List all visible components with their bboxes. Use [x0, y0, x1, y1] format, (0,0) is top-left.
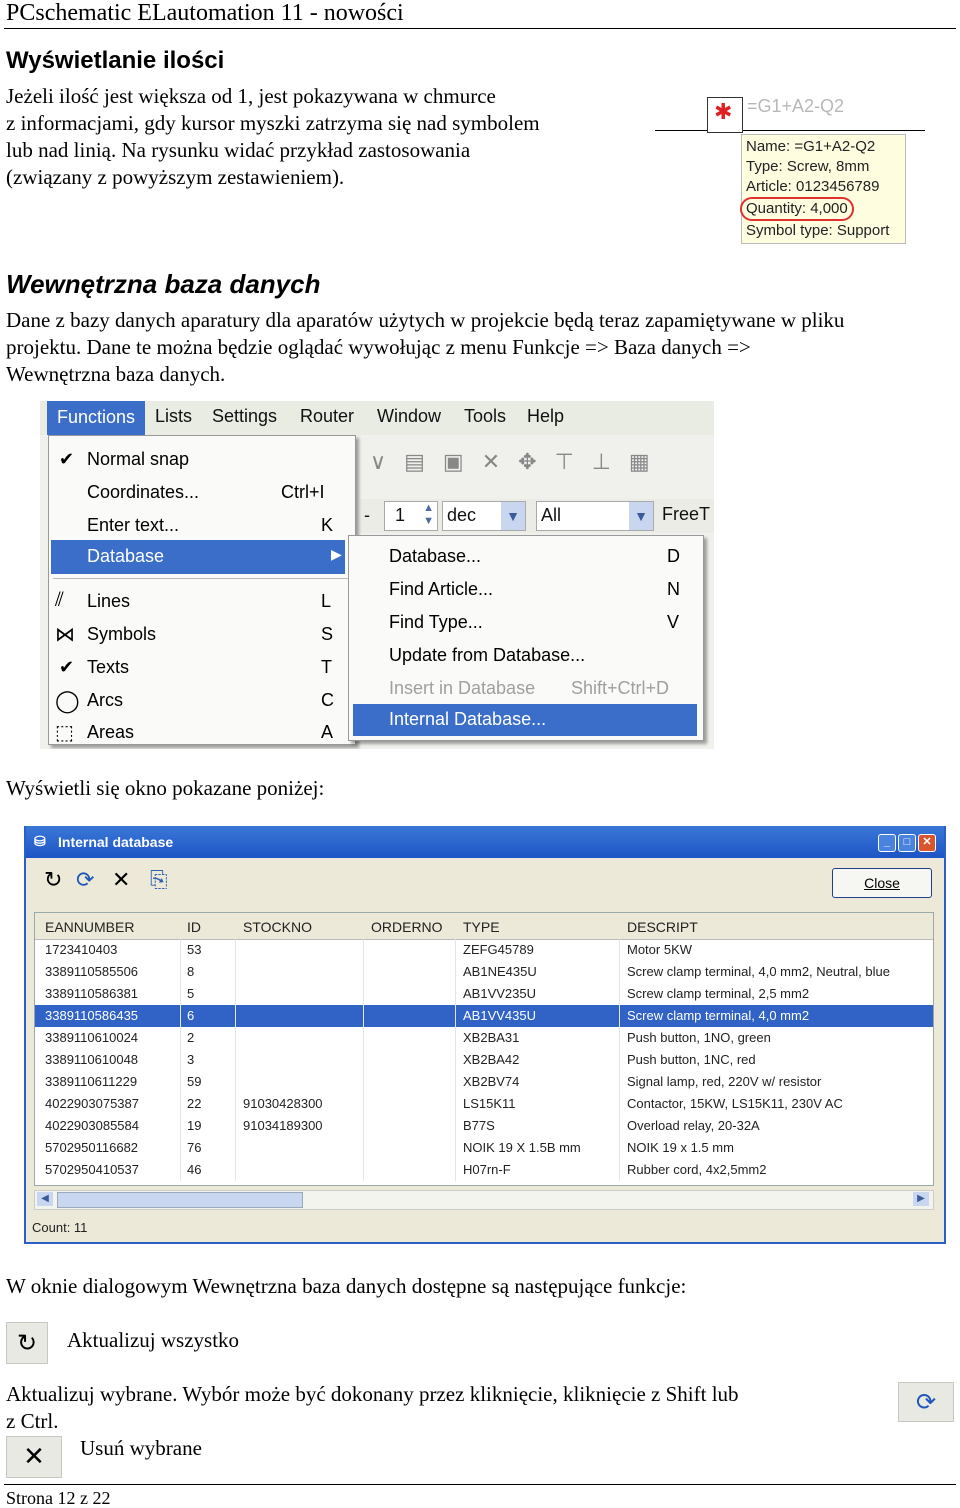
- text-line: projektu. Dane te można będzie oglądać wywołując z menu Funkcje => Baza danych =>: [6, 335, 751, 359]
- table-cell: 91030428300: [243, 1096, 323, 1111]
- status-count: Count: 11: [32, 1220, 88, 1235]
- heading-internal-database: Wewnętrzna baza danych: [6, 269, 321, 299]
- window-title: Internal database: [58, 834, 174, 850]
- submenu-item-label: Find Article...: [389, 579, 494, 599]
- menu-item-label: Enter text...: [87, 515, 180, 535]
- table-cell: 6: [187, 1008, 195, 1023]
- text-line: (związany z powyższym zestawieniem).: [6, 165, 345, 189]
- table-cell: 4022903085584: [45, 1118, 139, 1133]
- table-cell: Screw clamp terminal, 4,0 mm2, Neutral, blue: [627, 964, 890, 979]
- submenu-item-label: Database...: [389, 546, 482, 566]
- menu-item-symbols[interactable]: [49, 619, 355, 651]
- table-cell: Screw clamp terminal, 4,0 mm2: [627, 1008, 810, 1023]
- submenu-item-shortcut: Shift+Ctrl+D: [571, 678, 670, 698]
- align-up-icon[interactable]: ⊤: [554, 449, 592, 474]
- text-line: lub nad linią. Na rysunku widać przykład zastosowania: [6, 138, 471, 162]
- col-stockno[interactable]: STOCKNO: [243, 919, 312, 935]
- menu-item-shortcut: K: [321, 515, 334, 535]
- tooltip-name: Name: =G1+A2-Q2: [746, 138, 876, 155]
- text-line: Wewnętrzna baza danych.: [6, 362, 226, 386]
- table-cell: 19: [187, 1118, 202, 1133]
- table-cell: 53: [187, 942, 202, 957]
- table-cell: Screw clamp terminal, 2,5 mm2: [627, 986, 810, 1001]
- scroll-left-icon[interactable]: ◀: [37, 1192, 53, 1206]
- table-cell: AB1VV435U: [463, 1008, 536, 1023]
- menu-item-shortcut: C: [321, 690, 334, 710]
- internal-db-paragraph: [6, 307, 844, 388]
- refresh-selected-icon: ⟳: [898, 1382, 954, 1422]
- submenu-item-label: Insert in Database: [389, 678, 536, 698]
- menu-item-shortcut: L: [321, 591, 332, 611]
- table-cell: Contactor, 15KW, LS15K11, 230V AC: [627, 1096, 843, 1111]
- horizontal-scrollbar[interactable]: [34, 1190, 934, 1210]
- table-row[interactable]: [35, 983, 933, 1005]
- minus-label: -: [364, 505, 370, 525]
- menu-item-areas[interactable]: [49, 718, 355, 744]
- paste-icon[interactable]: ▣: [442, 449, 482, 474]
- menu-item-shortcut: Ctrl+I: [281, 482, 325, 502]
- tooltip-box: [741, 134, 906, 244]
- refresh-all-icon: ↻: [6, 1322, 48, 1364]
- submenu-arrow-icon: ▶: [331, 546, 342, 562]
- table-cell: 3: [187, 1052, 195, 1067]
- table-cell: Rubber cord, 4x2,5mm2: [627, 1162, 767, 1177]
- functions-intro-text: W oknie dialogowym Wewnętrzna baza danych dostępne są następujące funkcje:: [6, 1274, 687, 1298]
- close-icon[interactable]: ✕: [918, 834, 936, 852]
- menu-divider: [53, 578, 349, 579]
- table-cell: NOIK 19 X 1.5B mm: [463, 1140, 581, 1155]
- check-icon: ✔: [59, 449, 75, 469]
- menu-item-shortcut: T: [321, 657, 332, 677]
- table-cell: LS15K11: [463, 1096, 516, 1111]
- number-field[interactable]: [384, 501, 438, 531]
- text-line: z informacjami, gdy kursor myszki zatrzyma się nad symbolem: [6, 111, 540, 135]
- table-cell: AB1NE435U: [463, 964, 537, 979]
- submenu-item-label: Find Type...: [389, 612, 483, 632]
- submenu-item-update-from-database[interactable]: [349, 639, 703, 671]
- table-row[interactable]: [35, 1071, 933, 1093]
- quantity-paragraph: [6, 83, 540, 191]
- menu-lists[interactable]: Lists: [155, 406, 193, 426]
- submenu-item-shortcut: D: [667, 546, 680, 566]
- menu-item-lines[interactable]: [49, 586, 355, 618]
- menu-router[interactable]: Router: [300, 406, 355, 426]
- table-row[interactable]: [35, 1005, 933, 1027]
- quantity-tooltip-figure: [655, 90, 930, 248]
- lines-icon: ⫽: [55, 589, 64, 611]
- delete-icon[interactable]: ✕: [481, 449, 519, 474]
- text-line: Aktualizuj wybrane. Wybór może być dokonany przez kliknięcie, kliknięcie z Shift lub: [6, 1382, 739, 1406]
- col-eannumber[interactable]: EANNUMBER: [45, 919, 135, 935]
- table-cell: 3389110611229: [45, 1074, 138, 1089]
- table-row[interactable]: [35, 1049, 933, 1071]
- menu-item-label: Areas: [87, 722, 135, 742]
- table-cell: Overload relay, 20-32A: [627, 1118, 760, 1133]
- scroll-thumb[interactable]: [57, 1192, 303, 1208]
- column-divider: [180, 939, 181, 1181]
- close-button[interactable]: Close: [832, 868, 932, 898]
- number-value: 1: [395, 505, 406, 525]
- menu-settings[interactable]: Settings: [212, 406, 278, 426]
- menu-screenshot: [40, 401, 714, 749]
- menu-item-label: Coordinates...: [87, 482, 200, 502]
- column-divider: [455, 939, 456, 1181]
- table-cell: 5702950116682: [45, 1140, 139, 1155]
- table-row[interactable]: [35, 1115, 933, 1137]
- page-number: Strona 12 z 22: [6, 1488, 111, 1508]
- page-header: PCschematic ELautomation 11 - nowości: [6, 0, 404, 26]
- unit-select[interactable]: [442, 501, 526, 531]
- menu-functions[interactable]: Functions: [47, 401, 145, 435]
- tooltip-quantity: Quantity: 4,000: [740, 197, 854, 221]
- menubar: [40, 401, 714, 435]
- header-rule: [4, 28, 956, 29]
- table-cell: Motor 5KW: [627, 942, 693, 957]
- submenu-item-shortcut: V: [667, 612, 680, 632]
- align-down-icon[interactable]: ⊥: [591, 449, 629, 474]
- database-icon: ⛁: [34, 833, 46, 849]
- column-divider: [235, 939, 236, 1181]
- table-cell: 5: [187, 986, 195, 1001]
- chevron-down-icon[interactable]: ▼: [501, 502, 525, 530]
- heading-quantity-display: Wyświetlanie ilości: [6, 47, 225, 74]
- symbols-icon: ⋈: [55, 624, 75, 646]
- table-row[interactable]: [35, 1093, 933, 1115]
- data-icon[interactable]: ▦: [628, 449, 668, 474]
- tooltip-type: Type: Screw, 8mm: [746, 158, 870, 175]
- table-cell: 22: [187, 1096, 202, 1111]
- check-icon: ✔: [59, 657, 75, 677]
- menu-item-enter-text[interactable]: [49, 510, 355, 542]
- table-cell: 91034189300: [243, 1118, 323, 1133]
- tooltip-article: Article: 0123456789: [746, 178, 880, 195]
- submenu-item-shortcut: N: [667, 579, 680, 599]
- table-cell: 59: [187, 1074, 202, 1089]
- submenu-item-label: Update from Database...: [389, 645, 586, 665]
- menu-item-shortcut: S: [321, 624, 334, 644]
- symbol-box: [707, 97, 743, 133]
- table-cell: 4022903075387: [45, 1096, 139, 1111]
- database-submenu: [348, 535, 704, 741]
- menu-item-label: Lines: [87, 591, 131, 611]
- area-icon: ⬚: [55, 722, 74, 744]
- refresh-selected-text: [6, 1381, 739, 1435]
- line-wire: [655, 130, 925, 131]
- table-row[interactable]: [35, 1027, 933, 1049]
- footer-rule: [4, 1484, 956, 1485]
- table-cell: 46: [187, 1162, 202, 1177]
- maximize-icon[interactable]: □: [898, 834, 916, 852]
- window-intro-text: Wyświetli się okno pokazane poniżej:: [6, 776, 325, 800]
- submenu-item-find-type[interactable]: [349, 606, 703, 638]
- spinner-icon[interactable]: ▲ ▼: [423, 502, 434, 527]
- submenu-item-insert-in-database: [349, 672, 703, 704]
- table-cell: 3389110586435: [45, 1008, 139, 1023]
- menu-item-database[interactable]: [51, 540, 345, 574]
- table-cell: 8: [187, 964, 195, 979]
- column-divider: [619, 939, 620, 1181]
- cross-icon: ✱: [714, 100, 733, 125]
- table-cell: 3389110610024: [45, 1030, 139, 1045]
- table-row[interactable]: [35, 1137, 933, 1159]
- toolbar-row: [360, 499, 714, 533]
- symbol-label: =G1+A2-Q2: [747, 96, 845, 116]
- submenu-item-find-article[interactable]: [349, 573, 703, 605]
- refresh-selected-icon[interactable]: ⟳: [76, 868, 95, 893]
- col-type[interactable]: TYPE: [463, 919, 500, 935]
- table-row[interactable]: [35, 939, 933, 961]
- table-cell: XB2BA42: [463, 1052, 520, 1067]
- menu-item-label: Arcs: [87, 690, 123, 710]
- menu-tools[interactable]: Tools: [464, 406, 507, 426]
- text-line: z Ctrl.: [6, 1409, 59, 1433]
- delete-icon[interactable]: ✕: [112, 868, 131, 893]
- menu-item-texts[interactable]: [49, 652, 355, 684]
- menu-item-label: Normal snap: [87, 449, 190, 469]
- table-cell: 1723410403: [45, 942, 118, 957]
- table-cell: 3389110586381: [45, 986, 139, 1001]
- free-text-field[interactable]: FreeT: [662, 504, 711, 524]
- table-cell: AB1VV235U: [463, 986, 536, 1001]
- window-titlebar: [26, 826, 944, 858]
- table-cell: Push button, 1NO, green: [627, 1030, 771, 1045]
- col-id[interactable]: ID: [187, 919, 201, 935]
- menu-item-label: Texts: [87, 657, 130, 677]
- table-row[interactable]: [35, 961, 933, 983]
- table-cell: XB2BV74: [463, 1074, 520, 1089]
- database-table: [34, 912, 934, 1186]
- submenu-item-database[interactable]: [349, 540, 703, 572]
- table-cell: H07rn-F: [463, 1162, 511, 1177]
- filter-value: All: [541, 505, 562, 525]
- column-divider: [363, 939, 364, 1181]
- menu-help[interactable]: Help: [527, 406, 565, 426]
- internal-database-window: [24, 826, 946, 1244]
- table-cell: NOIK 19 x 1.5 mm: [627, 1140, 734, 1155]
- menu-item-arcs[interactable]: [49, 685, 355, 717]
- functions-dropdown: [48, 435, 356, 745]
- menu-window[interactable]: Window: [377, 406, 442, 426]
- menu-item-label: Symbols: [87, 624, 157, 644]
- toolbar-icons: [370, 449, 668, 475]
- submenu-item-internal-database[interactable]: [353, 704, 697, 736]
- arc-icon: ◯: [55, 688, 80, 713]
- refresh-all-icon[interactable]: ↻: [44, 868, 63, 893]
- table-cell: 3389110610048: [45, 1052, 139, 1067]
- text-line: Dane z bazy danych aparatury dla aparatów użytych w projekcie będą teraz zapamiętywane w pliku: [6, 308, 845, 332]
- table-cell: 3389110585506: [45, 964, 139, 979]
- col-descript[interactable]: DESCRIPT: [627, 919, 698, 935]
- table-cell: ZEFG45789: [463, 942, 534, 957]
- table-cell: XB2BA31: [463, 1030, 520, 1045]
- minimize-icon[interactable]: _: [878, 834, 896, 852]
- menu-item-label: Database: [87, 546, 165, 566]
- table-header: [35, 913, 933, 940]
- table-row[interactable]: [35, 1159, 933, 1181]
- unit-value: dec: [447, 505, 477, 525]
- table-cell: Signal lamp, red, 220V w/ resistor: [627, 1074, 822, 1089]
- col-orderno[interactable]: ORDERNO: [371, 919, 443, 935]
- submenu-item-label: Internal Database...: [389, 709, 547, 729]
- doc-icon[interactable]: ▤: [404, 449, 443, 474]
- table-cell: 76: [187, 1140, 202, 1155]
- menu-item-normal-snap[interactable]: [49, 444, 355, 476]
- refresh-all-label: Aktualizuj wszystko: [67, 1328, 240, 1352]
- chevron-down-icon[interactable]: ▼: [629, 502, 653, 530]
- delete-icon: ✕: [6, 1436, 62, 1478]
- move-icon[interactable]: ✥: [518, 449, 555, 474]
- delete-selected-label: Usuń wybrane: [80, 1436, 202, 1460]
- filter-icon[interactable]: ∨: [370, 449, 405, 474]
- menu-item-shortcut: A: [321, 722, 334, 742]
- text-line: Jeżeli ilość jest większa od 1, jest pokazywana w chmurce: [6, 84, 496, 108]
- filter-select[interactable]: [536, 501, 654, 531]
- table-body: [35, 939, 933, 1185]
- scroll-right-icon[interactable]: ▶: [913, 1192, 929, 1206]
- table-cell: B77S: [463, 1118, 495, 1133]
- table-cell: Push button, 1NC, red: [627, 1052, 756, 1067]
- table-cell: 5702950410537: [45, 1162, 139, 1177]
- table-cell: 2: [187, 1030, 195, 1045]
- export-icon[interactable]: ⎘: [150, 868, 168, 893]
- tooltip-symbol-type: Symbol type: Support: [746, 222, 890, 239]
- menu-item-coordinates[interactable]: [49, 477, 355, 509]
